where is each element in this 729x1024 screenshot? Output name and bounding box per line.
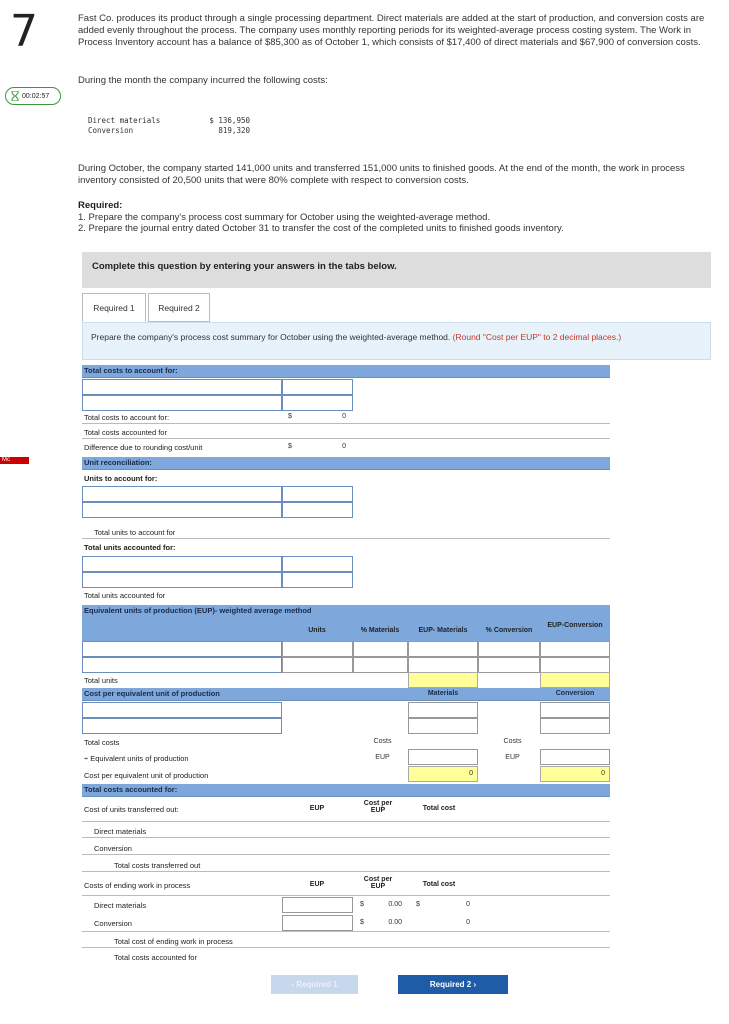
row-label: Total units	[84, 676, 118, 685]
ending-wip-conv-eup-input[interactable]	[282, 915, 353, 931]
col-total-cost: Total cost	[422, 881, 456, 888]
row-label: Total units to account for	[94, 528, 176, 537]
row-label: Total costs	[84, 738, 120, 747]
materials-cost-input[interactable]	[408, 718, 478, 734]
divider	[82, 538, 610, 539]
total-eup-materials	[408, 672, 478, 688]
units-accounted-amount-input[interactable]	[282, 572, 353, 588]
instruction-note: (Round "Cost per EUP" to 2 decimal places.)	[452, 332, 622, 342]
instruction-text: Prepare the company's process cost summary for October using the weighted-average method.	[91, 332, 451, 342]
problem-intro-3: During October, the company started 141,000 units and transferred 151,000 units to finished goods. At the end of the month, the work in process inventory consisted of 20,500 units that were 80% complete with respect to conversion costs.	[78, 163, 685, 186]
eup-pct-conversion-input[interactable]	[478, 657, 540, 673]
dollar-sign: $	[416, 901, 420, 908]
complete-banner: Complete this question by entering your answers in the tabs below.	[82, 252, 711, 288]
row-label: Total costs accounted for	[84, 428, 167, 437]
units-amount-input[interactable]	[282, 486, 353, 502]
divider	[82, 871, 610, 872]
col-eup-conversion: EUP-Conversion	[547, 622, 603, 629]
prev-required-button[interactable]	[271, 975, 358, 994]
row-label: Conversion	[94, 919, 132, 928]
materials-cost-per-eup-value: 0	[469, 770, 473, 777]
section-header	[82, 365, 610, 378]
dollar-sign: $	[360, 901, 364, 908]
header-label: Unit reconciliation:	[84, 458, 152, 467]
tab-required-2[interactable]: Required 2	[148, 293, 210, 322]
divider	[82, 931, 610, 932]
eup-materials-input[interactable]	[408, 657, 478, 673]
hourglass-icon	[11, 91, 19, 101]
row-label: Total costs to account for:	[84, 413, 170, 422]
materials-header: Materials	[427, 690, 459, 697]
header-label: Total costs to account for:	[84, 366, 178, 375]
eup-label: EUP	[375, 754, 390, 761]
side-badge[interactable]: Mc	[0, 457, 29, 464]
timer	[5, 87, 61, 105]
eup-pct-materials-input[interactable]	[353, 641, 408, 657]
conversion-eup-input[interactable]	[540, 749, 610, 765]
eup-conversion-input[interactable]	[540, 657, 610, 673]
section-header	[82, 457, 610, 470]
dollar-sign: $	[288, 443, 292, 450]
divider	[82, 947, 610, 948]
dm-total-cost: 0	[466, 901, 470, 908]
costs-label: Costs	[373, 738, 392, 745]
eup-pct-materials-input[interactable]	[353, 657, 408, 673]
required-1: 1. Prepare the company's process cost summary for October using the weighted-average method.	[78, 211, 491, 223]
eup-label: EUP	[505, 754, 520, 761]
section-header	[82, 784, 610, 797]
cost-amount-input[interactable]	[282, 395, 353, 411]
row-label: Cost of units transferred out:	[84, 805, 179, 814]
units-label-input[interactable]	[82, 486, 282, 502]
row-label: Direct materials	[94, 827, 147, 836]
conversion-header: Conversion	[555, 690, 595, 697]
row-label: Conversion	[94, 844, 132, 853]
col-cost-per-eup: Cost per EUP	[363, 876, 393, 890]
eup-materials-input[interactable]	[408, 641, 478, 657]
required-section	[78, 200, 720, 235]
problem-intro-2: During the month the company incurred the following costs:	[78, 75, 328, 86]
row-label: Total costs transferred out	[114, 861, 201, 870]
row-label: Costs of ending work in process	[84, 881, 191, 890]
units-accounted-amount-input[interactable]	[282, 556, 353, 572]
units-accounted-label-input[interactable]	[82, 556, 282, 572]
col-pct-materials: % Materials	[360, 627, 400, 634]
col-eup: EUP	[309, 881, 325, 888]
dm-cost-per-eup: 0.00	[388, 901, 402, 908]
row-label: Total units accounted for:	[84, 543, 176, 552]
cost-eup-label-input[interactable]	[82, 718, 282, 734]
dollar-sign: $	[288, 413, 292, 420]
row-label: Total cost of ending work in process	[114, 937, 233, 946]
eup-units-input[interactable]	[282, 657, 353, 673]
prev-label: Required 1	[296, 980, 338, 989]
conversion-cost-per-eup	[540, 766, 610, 782]
difference-value: 0	[342, 443, 346, 450]
cost-amount-input[interactable]	[282, 379, 353, 395]
divider	[82, 438, 610, 439]
divider	[82, 423, 610, 424]
row-label: Units to account for:	[84, 474, 158, 483]
divider	[82, 821, 610, 822]
header-label: Equivalent units of production (EUP)- weighted average method	[84, 606, 312, 615]
cost-label: Conversion	[88, 126, 134, 135]
problem-intro: Fast Co. produces its product through a single processing department. Direct materials are added at the start of production, and conversion costs are added evenly throughout the process. The company uses monthly reporting periods for its weighted-average process costing system. The Work in Process Inventory account has a balance of $85,300 as of October 1, which consists of $17,400 of direct materials and $67,900 of conversion costs.	[78, 13, 705, 48]
question-number: 7	[10, 6, 38, 57]
conversion-cost-per-eup-value: 0	[601, 770, 605, 777]
cost-value: 819,320	[218, 126, 250, 135]
eup-conversion-input[interactable]	[540, 641, 610, 657]
eup-label-input[interactable]	[82, 657, 282, 673]
row-label: Direct materials	[94, 901, 147, 910]
eup-label-input[interactable]	[82, 641, 282, 657]
divider	[82, 854, 610, 855]
header-label: Cost per equivalent unit of production	[84, 689, 220, 698]
eup-units-input[interactable]	[282, 641, 353, 657]
ending-wip-dm-eup-input[interactable]	[282, 897, 353, 913]
cost-label-input[interactable]	[82, 395, 282, 411]
row-label: Cost per equivalent unit of production	[84, 771, 209, 780]
cost-label: Direct materials	[88, 116, 161, 125]
col-eup: EUP	[309, 805, 325, 812]
row-label: Difference due to rounding cost/unit	[84, 443, 203, 452]
col-units: Units	[308, 627, 326, 634]
chevron-left-icon: ‹	[291, 980, 297, 989]
cost-label-input[interactable]	[82, 379, 282, 395]
costs-list	[88, 116, 250, 136]
materials-cost-input[interactable]	[408, 702, 478, 718]
units-label-input[interactable]	[82, 502, 282, 518]
row-label: ÷ Equivalent units of production	[84, 754, 189, 763]
col-pct-conversion: % Conversion	[485, 627, 533, 634]
col-total-cost: Total cost	[422, 805, 456, 812]
required-2: 2. Prepare the journal entry dated October 31 to transfer the cost of the completed units to finished goods inventory.	[78, 223, 564, 234]
section-header	[82, 688, 610, 701]
units-amount-input[interactable]	[282, 502, 353, 518]
conversion-cost-input[interactable]	[540, 718, 610, 734]
conv-cost-per-eup: 0.00	[388, 919, 402, 926]
required-title: Required:	[78, 200, 123, 211]
materials-cost-per-eup	[408, 766, 478, 782]
instruction	[82, 322, 711, 360]
costs-label: Costs	[503, 738, 522, 745]
chevron-right-icon: ›	[471, 980, 477, 989]
materials-eup-input[interactable]	[408, 749, 478, 765]
total-costs-value: 0	[342, 413, 346, 420]
header-label: Total costs accounted for:	[84, 785, 178, 794]
tab-required-1[interactable]: Required 1	[82, 293, 146, 322]
units-accounted-label-input[interactable]	[82, 572, 282, 588]
cost-eup-label-input[interactable]	[82, 702, 282, 718]
col-cost-per-eup: Cost per EUP	[363, 800, 393, 814]
cost-value: $ 136,950	[209, 116, 250, 125]
divider	[82, 837, 610, 838]
conversion-cost-input[interactable]	[540, 702, 610, 718]
total-eup-conversion	[540, 672, 610, 688]
row-label: Total units accounted for	[84, 591, 166, 600]
next-required-button[interactable]	[398, 975, 508, 994]
eup-pct-conversion-input[interactable]	[478, 641, 540, 657]
conv-total-cost: 0	[466, 919, 470, 926]
col-eup-materials: EUP- Materials	[418, 627, 468, 634]
divider	[82, 895, 610, 896]
row-label: Total costs accounted for	[114, 953, 197, 962]
next-label: Required 2	[429, 980, 472, 989]
dollar-sign: $	[360, 919, 364, 926]
timer-value: 00:02:57	[22, 93, 50, 100]
